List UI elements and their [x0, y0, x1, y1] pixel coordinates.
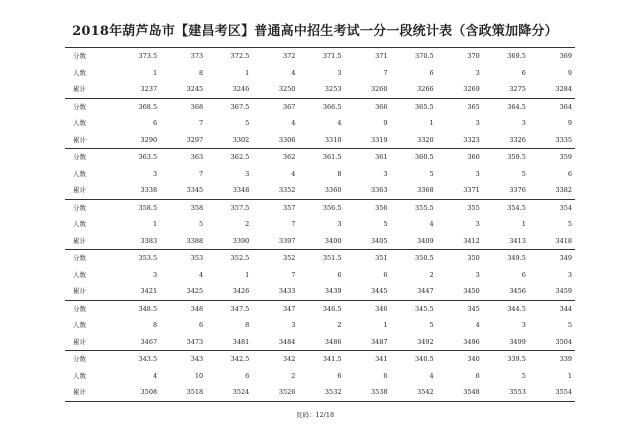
table-cell: 343.5 [114, 351, 160, 368]
table-cell: 3246 [232, 85, 250, 93]
table-cell: 6 [152, 119, 158, 127]
table-cell: 3388 [186, 236, 204, 245]
table-cell: 3 [475, 270, 480, 279]
row-label: 人数 [73, 270, 86, 279]
count-row [65, 115, 575, 132]
total-row [65, 334, 575, 351]
table-cell: 8 [337, 169, 342, 178]
total-row [65, 283, 575, 300]
row-label: 累计 [73, 135, 86, 144]
table-cell: 371 [344, 48, 390, 65]
row-label: 累计 [73, 85, 86, 93]
table-cell: 3306 [278, 135, 296, 144]
table-cell: 344.5 [483, 300, 529, 317]
table-cell: 373.5 [114, 48, 160, 65]
table-cell: 368.5 [114, 98, 160, 115]
table-cell: 358 [160, 199, 206, 216]
table-cell: 3504 [555, 337, 572, 346]
table-cell: 3345 [186, 186, 204, 194]
table-cell: 3542 [391, 384, 437, 401]
table-cell: 347 [252, 300, 298, 317]
table-cell: 3484 [278, 337, 296, 346]
table-cell: 2 [429, 270, 434, 279]
count-row [65, 267, 575, 284]
total-row [65, 182, 575, 199]
table-cell: 3376 [509, 186, 526, 194]
table-cell: 358.5 [114, 199, 160, 216]
table-cell: 3 [337, 220, 342, 228]
table-cell: 9 [567, 68, 572, 77]
table-cell: 368 [160, 98, 206, 115]
table-cell: 3418 [555, 236, 572, 245]
table-cell: 5 [429, 169, 434, 178]
table-cell: 367.5 [206, 98, 252, 115]
table-cell: 356 [344, 199, 390, 216]
table-cell: 3 [521, 321, 526, 329]
table-cell: 3405 [371, 236, 388, 245]
table-cell: 346 [344, 300, 390, 317]
row-label: 累计 [73, 186, 86, 194]
table-cell: 3524 [206, 384, 252, 401]
table-cell: 341.5 [298, 351, 344, 368]
table-cell: 4 [199, 270, 204, 279]
table-cell: 355 [437, 199, 483, 216]
table-cell: 5 [199, 220, 204, 228]
table-cell: 352 [252, 250, 298, 267]
table-cell: 1 [245, 270, 250, 279]
table-cell: 3421 [140, 287, 158, 295]
table-cell: 351 [344, 250, 390, 267]
table-cell: 1 [152, 220, 158, 228]
table-cell: 360 [437, 149, 483, 166]
table-cell: 3 [152, 169, 158, 178]
table-cell: 3363 [371, 186, 388, 194]
table-cell: 3 [245, 169, 250, 178]
table-cell: 1 [521, 220, 526, 228]
table-cell: 4 [291, 119, 296, 127]
table-cell: 357 [252, 199, 298, 216]
table-cell: 3360 [324, 186, 342, 194]
table-cell: 2 [291, 371, 296, 380]
table-cell: 366 [344, 98, 390, 115]
table-cell: 4 [429, 220, 434, 228]
table-cell: 370 [437, 48, 483, 65]
total-row [65, 81, 575, 98]
score-row [65, 149, 575, 166]
row-label: 人数 [73, 119, 86, 127]
table-cell: 9 [567, 119, 572, 127]
table-cell: 3473 [186, 337, 204, 346]
table-cell: 5 [521, 371, 526, 380]
table-cell: 373 [160, 48, 206, 65]
table-cell: 9 [383, 119, 388, 127]
table-cell: 367 [252, 98, 298, 115]
table-cell: 4 [152, 371, 158, 380]
table-cell: 361 [344, 149, 390, 166]
table-cell: 8 [152, 321, 158, 329]
table-cell: 3445 [371, 287, 388, 295]
table-cell: 3368 [417, 186, 434, 194]
table-cell: 3487 [371, 337, 388, 346]
table-cell: 5 [429, 321, 434, 329]
table-cell: 348.5 [114, 300, 160, 317]
table-cell: 350.5 [391, 250, 437, 267]
table-cell: 5 [245, 119, 250, 127]
table-cell: 3425 [186, 287, 204, 295]
row-label: 分数 [65, 351, 114, 368]
table-cell: 3348 [232, 186, 250, 194]
table-cell: 6 [567, 169, 572, 178]
table-cell: 6 [337, 371, 342, 380]
table-cell: 3553 [483, 384, 529, 401]
table-cell: 345.5 [391, 300, 437, 317]
table-cell: 3 [152, 270, 158, 279]
table-cell: 7 [291, 270, 296, 279]
table-cell: 3297 [186, 135, 204, 144]
table-cell: 359 [529, 149, 575, 166]
table-cell: 364.5 [483, 98, 529, 115]
table-cell: 3459 [555, 287, 572, 295]
table-cell: 369.5 [483, 48, 529, 65]
table-cell: 3284 [555, 85, 572, 93]
score-row [65, 300, 575, 317]
table-cell: 356.5 [298, 199, 344, 216]
table-cell: 3290 [140, 135, 158, 144]
table-cell: 6 [521, 68, 526, 77]
page-title: 2018年葫芦岛市【建昌考区】普通高中招生考试一分一段统计表（含政策加降分） [72, 24, 558, 39]
table-cell: 349 [529, 250, 575, 267]
table-cell: 353.5 [114, 250, 160, 267]
table-cell: 6 [475, 371, 480, 380]
table-cell: 3275 [509, 85, 526, 93]
table-cell: 6 [245, 371, 250, 380]
row-label: 人数 [73, 68, 86, 77]
table-cell: 1 [383, 321, 388, 329]
table-cell: 342.5 [206, 351, 252, 368]
table-cell: 8 [245, 321, 250, 329]
row-label: 分数 [65, 48, 114, 65]
table-cell: 371.5 [298, 48, 344, 65]
table-cell: 3371 [463, 186, 480, 194]
table-cell: 3439 [324, 287, 342, 295]
table-cell: 3323 [463, 135, 480, 144]
row-label: 累计 [73, 337, 86, 346]
table-cell: 349.5 [483, 250, 529, 267]
table-cell: 3467 [140, 337, 158, 346]
table-cell: 3456 [509, 287, 526, 295]
table-cell: 3508 [114, 384, 160, 401]
table-cell: 3554 [529, 384, 575, 401]
table-cell: 352.5 [206, 250, 252, 267]
count-row [65, 368, 575, 385]
table-cell: 3 [383, 169, 388, 178]
table-cell: 339 [529, 351, 575, 368]
table-cell: 3 [567, 270, 572, 279]
table-cell: 3433 [278, 287, 296, 295]
row-label: 分数 [65, 98, 114, 115]
table-cell: 3 [521, 119, 526, 127]
table-cell: 1 [152, 68, 158, 77]
table-cell: 370.5 [391, 48, 437, 65]
table-cell: 3447 [417, 287, 434, 295]
table-cell: 2 [245, 220, 250, 228]
table-cell: 343 [160, 351, 206, 368]
table-cell: 3526 [252, 384, 298, 401]
table-cell: 5 [383, 220, 388, 228]
total-row [65, 233, 575, 250]
table-cell: 7 [199, 169, 204, 178]
table-cell: 345 [437, 300, 483, 317]
table-cell: 3532 [298, 384, 344, 401]
table-cell: 354.5 [483, 199, 529, 216]
table-cell: 360.5 [391, 149, 437, 166]
table-cell: 372 [252, 48, 298, 65]
table-cell: 365 [437, 98, 483, 115]
table-cell: 344 [529, 300, 575, 317]
table-cell: 363.5 [114, 149, 160, 166]
table-cell: 3496 [463, 337, 480, 346]
row-label: 累计 [65, 384, 114, 401]
row-label: 分数 [65, 250, 114, 267]
table-cell: 1 [429, 119, 434, 127]
table-cell: 3260 [371, 85, 388, 93]
table-cell: 3450 [463, 287, 480, 295]
score-row [65, 48, 575, 65]
table-cell: 364 [529, 98, 575, 115]
table-cell: 342 [252, 351, 298, 368]
table-cell: 365.5 [391, 98, 437, 115]
count-row [65, 65, 575, 82]
table-cell: 2 [337, 321, 342, 329]
count-row [65, 216, 575, 233]
total-row [65, 132, 575, 149]
table-body [65, 48, 575, 402]
table-cell: 7 [291, 220, 296, 228]
table-cell: 1 [245, 68, 250, 77]
table-cell: 339.5 [483, 351, 529, 368]
table-cell: 3 [291, 321, 296, 329]
table-cell: 3335 [555, 135, 572, 144]
table-cell: 3 [337, 68, 342, 77]
row-label: 人数 [73, 220, 86, 228]
table-cell: 3486 [324, 337, 342, 346]
row-label: 累计 [73, 287, 86, 295]
table-cell: 372.5 [206, 48, 252, 65]
table-cell: 5 [567, 321, 572, 329]
table-cell: 366.5 [298, 98, 344, 115]
table-cell: 3 [475, 220, 480, 228]
table-cell: 3499 [509, 337, 526, 346]
table-cell: 4 [337, 119, 342, 127]
table-cell: 340.5 [391, 351, 437, 368]
table-cell: 359.5 [483, 149, 529, 166]
table-cell: 3237 [140, 85, 158, 93]
page-number: 页码：12/18 [295, 411, 335, 419]
table-cell: 362.5 [206, 149, 252, 166]
table-cell: 4 [429, 371, 434, 380]
table-cell: 3338 [140, 186, 158, 194]
table-cell: 3326 [509, 135, 526, 144]
row-label: 分数 [65, 199, 114, 216]
table-cell: 362 [252, 149, 298, 166]
table-cell: 351.5 [298, 250, 344, 267]
table-cell: 6 [383, 270, 388, 279]
table-cell: 3400 [324, 236, 342, 245]
table-cell: 4 [291, 68, 296, 77]
score-row [65, 250, 575, 267]
table-cell: 3 [475, 68, 480, 77]
table-cell: 3382 [555, 186, 572, 194]
count-row [65, 166, 575, 183]
table-cell: 5 [521, 169, 526, 178]
table-cell: 3 [475, 119, 480, 127]
table-cell: 3310 [324, 135, 342, 144]
table-cell: 3390 [232, 236, 250, 245]
table-cell: 3409 [417, 236, 434, 245]
table-cell: 348 [160, 300, 206, 317]
table-cell: 3538 [344, 384, 390, 401]
table-cell: 3481 [232, 337, 250, 346]
table-cell: 6 [199, 321, 204, 329]
table-cell: 346.5 [298, 300, 344, 317]
row-label: 人数 [73, 371, 86, 380]
table-cell: 10 [194, 371, 204, 380]
table-cell: 8 [199, 68, 204, 77]
table-cell: 1 [567, 371, 572, 380]
table-cell: 363 [160, 149, 206, 166]
table-cell: 3320 [417, 135, 434, 144]
table-cell: 350 [437, 250, 483, 267]
count-row [65, 317, 575, 334]
row-label: 分数 [65, 149, 114, 166]
table-cell: 3352 [278, 186, 296, 194]
table-cell: 4 [475, 321, 480, 329]
table-cell: 3319 [371, 135, 388, 144]
table-cell: 357.5 [206, 199, 252, 216]
table-cell: 5 [567, 220, 572, 228]
score-distribution-table [65, 47, 575, 402]
total-row [65, 384, 575, 401]
table-cell: 4 [291, 169, 296, 178]
row-label: 人数 [73, 169, 86, 178]
table-cell: 3 [475, 169, 480, 178]
row-label: 人数 [73, 321, 86, 329]
table-cell: 3413 [509, 236, 526, 245]
table-cell: 3492 [417, 337, 434, 346]
table-cell: 3383 [140, 236, 158, 245]
table-cell: 353 [160, 250, 206, 267]
table-cell: 3412 [463, 236, 480, 245]
table-cell: 3302 [232, 135, 250, 144]
table-cell: 3266 [417, 85, 434, 93]
score-row [65, 98, 575, 115]
table-cell: 3250 [278, 85, 296, 93]
table-cell: 3518 [160, 384, 206, 401]
table-cell: 3426 [232, 287, 250, 295]
table-cell: 354 [529, 199, 575, 216]
score-distribution-table-wrap [65, 47, 575, 402]
table-cell: 361.5 [298, 149, 344, 166]
table-cell: 3269 [463, 85, 480, 93]
table-cell: 355.5 [391, 199, 437, 216]
table-cell: 6 [383, 371, 388, 380]
table-cell: 6 [521, 270, 526, 279]
table-cell: 7 [383, 68, 388, 77]
table-cell: 347.5 [206, 300, 252, 317]
table-cell: 369 [529, 48, 575, 65]
table-cell: 341 [344, 351, 390, 368]
table-cell: 7 [199, 119, 204, 127]
table-cell: 3548 [437, 384, 483, 401]
row-label: 分数 [65, 300, 114, 317]
score-row [65, 351, 575, 368]
score-row [65, 199, 575, 216]
table-cell: 3245 [186, 85, 204, 93]
row-label: 累计 [73, 236, 86, 245]
table-cell: 6 [337, 270, 342, 279]
table-cell: 3397 [278, 236, 296, 245]
table-cell: 340 [437, 351, 483, 368]
table-cell: 3253 [324, 85, 342, 93]
table-cell: 6 [429, 68, 434, 77]
